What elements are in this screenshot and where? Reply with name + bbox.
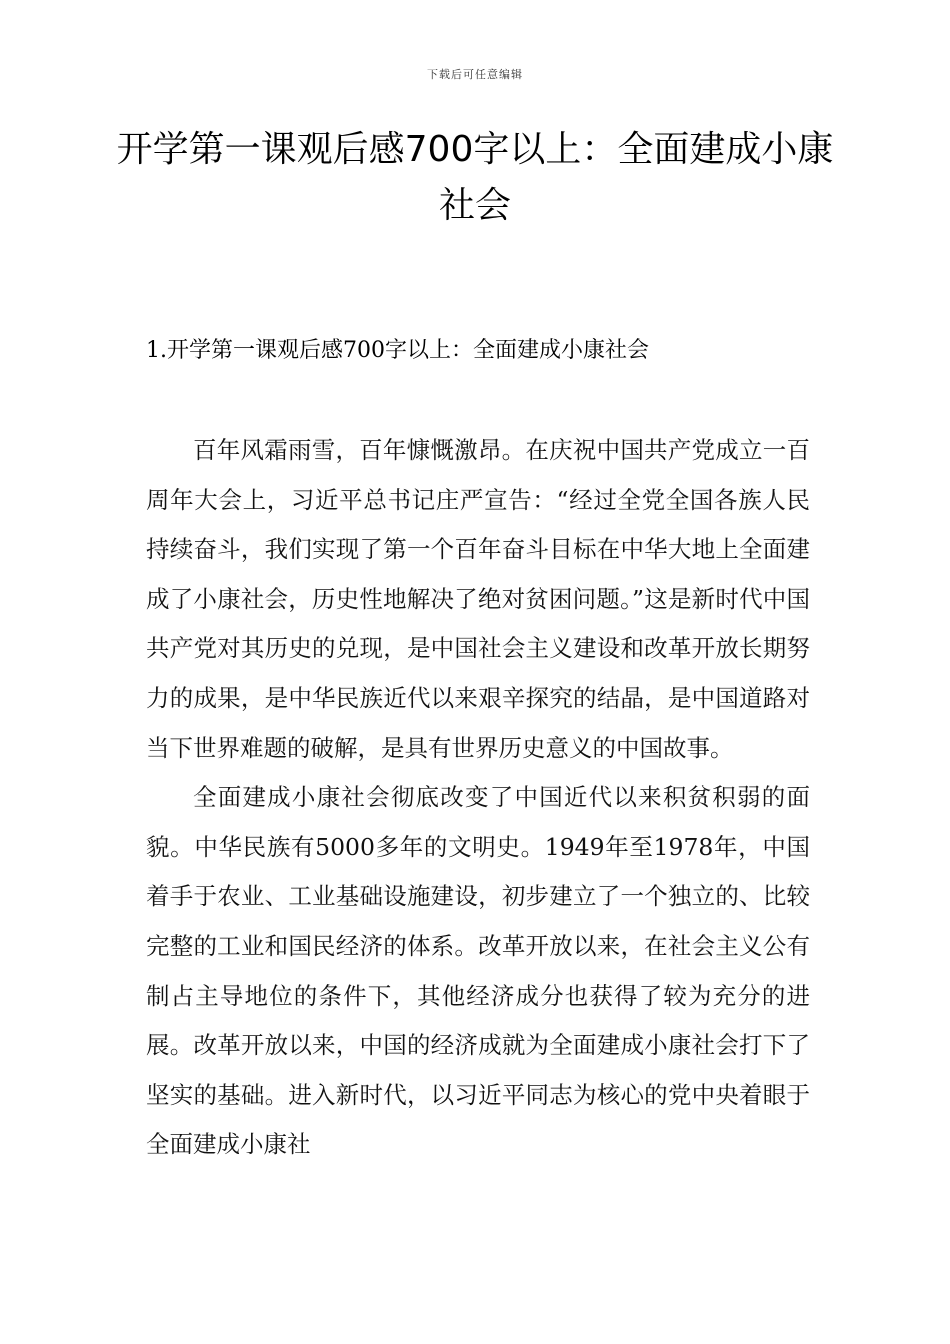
document-title: 开学第一课观后感700字以上：全面建成小康社会	[116, 129, 834, 226]
section-heading: 1.开学第一课观后感700字以上：全面建成小康社会	[146, 338, 649, 363]
body-paragraph: 全面建成小康社会彻底改变了中国近代以来积贫积弱的面貌。中华民族有5000多年的文明史。1949年至1978年，中国着手于农业、工业基础设施建设，初步建立了一个独立的、比较完整的工业和国民经济的体系。改革开放以来，在社会主义公有制占主导地位的条件下，其他经济成分也获得了较为充分的进展。改革开放以来，中国的经济成就为全面建成小康社会打下了坚实的基础。进入新时代，以习近平同志为核心的党中央着眼于全面建成小康社	[146, 783, 810, 1159]
body-paragraph: 百年风霜雨雪，百年慷慨激昂。在庆祝中国共产党成立一百周年大会上，习近平总书记庄严宣告：“经过全党全国各族人民持续奋斗，我们实现了第一个百年奋斗目标在中华大地上全面建成了小康社会，历史性地解决了绝对贫困问题。”这是新时代中国共产党对其历史的兑现，是中国社会主义建设和改革开放长期努力的成果，是中华民族近代以来艰辛探究的结晶，是中国道路对当下世界难题的破解，是具有世界历史意义的中国故事。	[146, 436, 810, 762]
header-note: 下载后可任意编辑	[427, 68, 523, 81]
document-body	[146, 426, 810, 1170]
